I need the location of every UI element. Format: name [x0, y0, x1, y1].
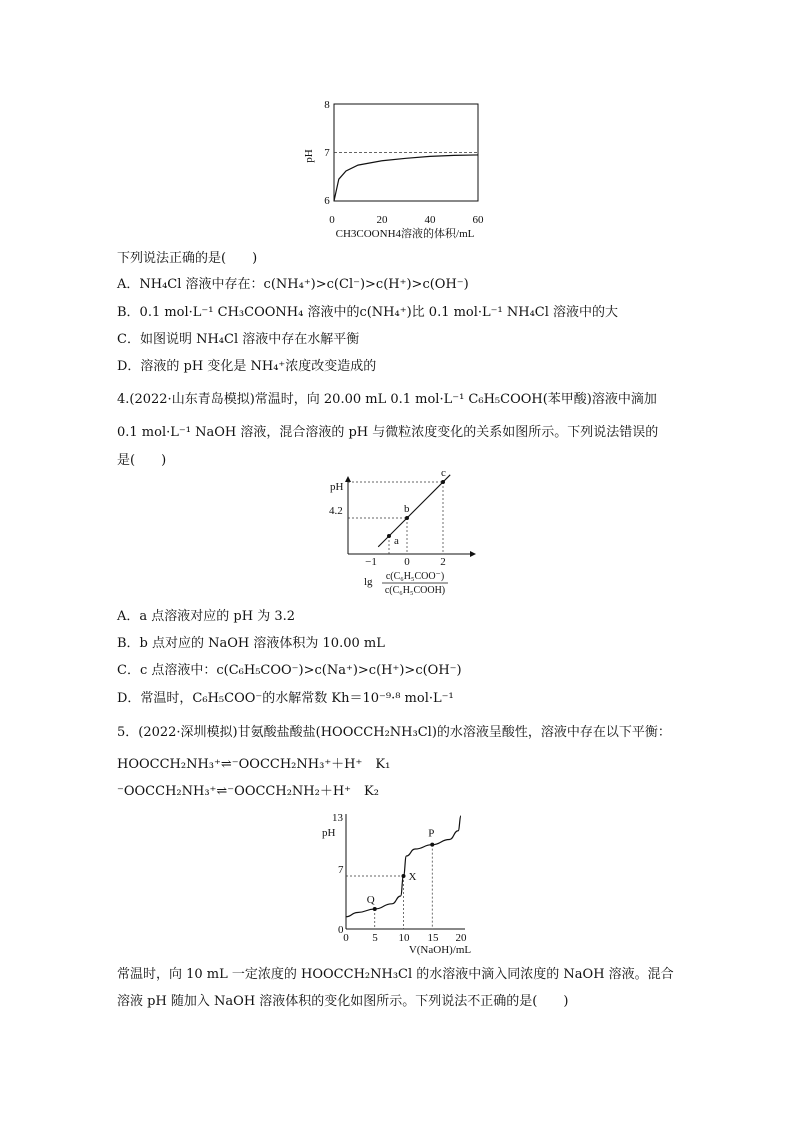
q3-stem: 下列说法正确的是( ) [117, 251, 258, 266]
q4-option-a: A．a 点溶液对应的 pH 为 3.2 [117, 609, 296, 624]
chart2-y-axis-arrow [345, 476, 351, 482]
chart1-y-tick: 6 [324, 195, 330, 207]
chart1-x-tick: 20 [376, 214, 388, 226]
chart2-y-label: pH [330, 481, 344, 493]
q3-option-d: D．溶液的 pH 变化是 NH₄⁺浓度改变造成的 [117, 359, 377, 374]
q4-stem-1: 4.(2022·山东青岛模拟)常温时，向 20.00 mL 0.1 mol·L⁻¹ C₆H₅COOH(苯甲酸)溶液中滴加 [117, 392, 657, 407]
chart3-y-label: pH [322, 827, 336, 839]
chart1-x-tick: 40 [424, 214, 436, 226]
chart1-y-label: pH [303, 149, 315, 163]
chart1-y-tick: 8 [324, 99, 330, 111]
q4-option-d: D．常温时，C₆H₅COO⁻的水解常数 Kh＝10⁻⁹·⁸ mol·L⁻¹ [117, 691, 454, 706]
chart-ph-ch3coonh4 [300, 92, 500, 242]
chart3-y-tick: 13 [332, 812, 343, 824]
chart3-point-P [430, 843, 434, 847]
q5-stem: 5．(2022·深圳模拟)甘氨酸盐酸盐(HOOCCH₂NH₃Cl)的水溶液呈酸性，溶液中存在以下平衡： [117, 725, 671, 740]
chart-ph-titration [318, 810, 480, 958]
chart2-x-axis-arrow [470, 551, 476, 557]
chart2-x-label-denominator: c(C₆H₅COOH) [384, 585, 446, 596]
chart2-point-b [405, 516, 409, 520]
chart3-y-tick: 0 [338, 924, 344, 936]
q5-after-1: 常温时，向 10 mL 一定浓度的 HOOCCH₂NH₃Cl 的水溶液中滴入同浓度的 NaOH 溶液。混合 [117, 967, 674, 982]
chart1-x-label: CH3COONH4溶液的体积/mL [335, 228, 475, 240]
chart3-point-label-X: X [408, 870, 417, 883]
chart3-x-tick: 15 [427, 932, 439, 944]
chart2-point-label-c: c [441, 467, 446, 479]
chart2-x-tick: 2 [440, 556, 446, 568]
q4-option-c: C．c 点溶液中：c(C₆H₅COO⁻)>c(Na⁺)>c(H⁺)>c(OH⁻) [117, 663, 462, 678]
chart3-point-label-P: P [428, 827, 435, 840]
q4-option-b: B．b 点对应的 NaOH 溶液体积为 10.00 mL [117, 636, 385, 651]
chart2-x-label-prefix: lg [364, 576, 373, 588]
chart1-x-tick: 60 [472, 214, 484, 226]
q4-stem-2: 0.1 mol·L⁻¹ NaOH 溶液，混合溶液的 pH 与微粒浓度变化的关系如图所示。下列说法错误的 [117, 425, 659, 440]
q5-after-2: 溶液 pH 随加入 NaOH 溶液体积的变化如图所示。下列说法不正确的是( ) [117, 994, 569, 1009]
chart-ph-lg-ratio [320, 467, 480, 600]
q3-option-b: B．0.1 mol·L⁻¹ CH₃COONH₄ 溶液中的c(NH₄⁺)比 0.1 mol·L⁻¹ NH₄Cl 溶液中的大 [117, 305, 619, 320]
q3-option-c: C．如图说明 NH₄Cl 溶液中存在水解平衡 [117, 332, 360, 347]
chart1-y-tick: 7 [324, 147, 330, 159]
chart3-x-tick: 20 [455, 932, 467, 944]
chart3-y-tick: 7 [338, 864, 344, 876]
chart2-point-a [387, 534, 391, 538]
q3-option-a: A．NH₄Cl 溶液中存在：c(NH₄⁺)>c(Cl⁻)>c(H⁺)>c(OH⁻) [117, 277, 469, 292]
chart3-point-Q [373, 907, 377, 911]
chart2-point-c [441, 480, 445, 484]
q5-equation-2: ⁻OOCCH₂NH₃⁺⇌⁻OOCCH₂NH₂＋H⁺ K₂ [117, 784, 379, 799]
chart3-x-tick: 0 [343, 932, 349, 944]
chart3-x-tick: 10 [398, 932, 410, 944]
chart1-series-line [334, 155, 478, 201]
chart2-y-tick: 4.2 [329, 505, 343, 517]
chart1-x-tick: 0 [329, 214, 335, 226]
chart3-point-X [402, 874, 406, 878]
chart2-point-label-a: a [394, 535, 399, 547]
q5-equation-1: HOOCCH₂NH₃⁺⇌⁻OOCCH₂NH₃⁺＋H⁺ K₁ [117, 757, 391, 772]
chart2-x-tick: 0 [404, 556, 410, 568]
chart3-x-label: V(NaOH)/mL [408, 944, 472, 956]
chart2-x-tick: −1 [365, 556, 377, 568]
chart3-x-tick: 5 [372, 932, 378, 944]
chart2-x-label-numerator: c(C₆H₅COO⁻) [385, 571, 445, 582]
q4-stem-3: 是( ) [117, 453, 167, 468]
chart2-point-label-b: b [404, 503, 410, 515]
chart3-point-label-Q: Q [366, 894, 375, 907]
